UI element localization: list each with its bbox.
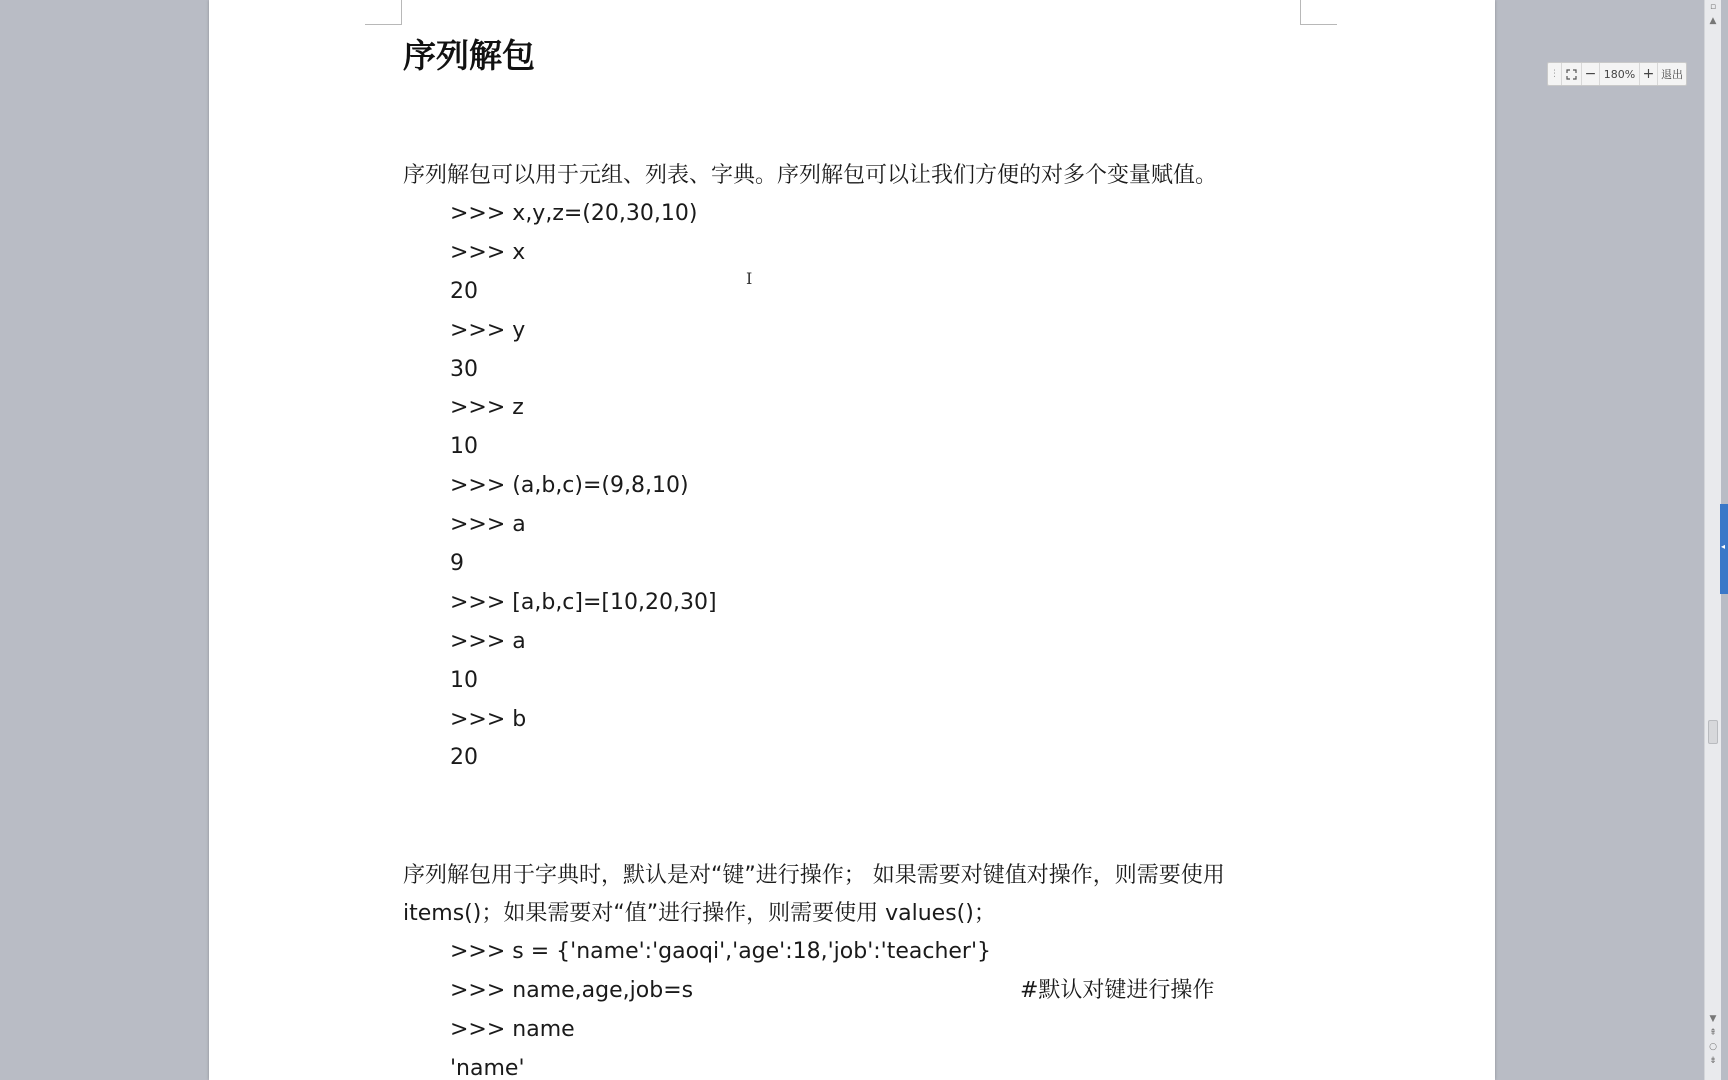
code-line: [450, 933, 991, 972]
code-line: [450, 1050, 991, 1080]
code-line: >>> b: [450, 706, 527, 732]
code-line: 10: [450, 434, 478, 460]
scroll-up-icon[interactable]: ▲: [1709, 16, 1717, 26]
code-example-1: [450, 195, 717, 778]
exit-button[interactable]: 退出: [1661, 68, 1683, 81]
intro-paragraph: 序列解包可以用于元组、列表、字典。序列解包可以让我们方便的对多个变量赋值。: [403, 163, 1218, 188]
code-line: 9: [450, 551, 464, 577]
code-line: >>> (a,b,c)=(9,8,10): [450, 473, 689, 499]
page-corner-mark-top-left: [365, 0, 402, 25]
code-line: >>> a: [450, 628, 526, 654]
code-text: >>> name: [450, 1016, 575, 1042]
code-line: 30: [450, 356, 478, 382]
next-page-icon[interactable]: ⇟: [1709, 1056, 1717, 1066]
code-text: 'name': [450, 1055, 525, 1080]
code-line: >>> y: [450, 317, 526, 343]
code-line: [450, 972, 1215, 1011]
dict-paragraph-line2: items()；如果需要对“值”进行操作，则需要使用 values()；: [403, 901, 996, 926]
code-text: >>> s = {'name':'gaoqi','age':18,'job':'teacher'}: [450, 939, 992, 964]
toolbar-grip-icon[interactable]: ⋮: [1548, 63, 1562, 85]
zoom-level[interactable]: 180%: [1600, 63, 1640, 85]
text-cursor-icon: I: [746, 269, 753, 288]
code-text: >>> name,age,job=s: [450, 977, 694, 1003]
code-line: >>> x: [450, 239, 526, 265]
scrollbar-thumb[interactable]: [1708, 720, 1718, 744]
page-corner-mark-top-right: [1300, 0, 1337, 25]
code-line: >>> [a,b,c]=[10,20,30]: [450, 589, 717, 615]
previous-page-icon[interactable]: ⇞: [1709, 1028, 1717, 1038]
document-heading: 序列解包: [403, 36, 535, 75]
fit-page-icon: [1566, 69, 1577, 80]
window-restore-icon[interactable]: ▫: [1709, 2, 1717, 12]
chevron-left-icon: ◂: [1721, 542, 1726, 551]
code-line: >>> z: [450, 395, 524, 421]
zoom-out-button[interactable]: −: [1582, 63, 1600, 85]
select-browse-object-icon[interactable]: ○: [1709, 1042, 1717, 1052]
code-line: [450, 1011, 991, 1050]
dict-paragraph-line1: 序列解包用于字典时，默认是对“键”进行操作； 如果需要对键值对操作，则需要使用: [403, 863, 1225, 888]
zoom-toolbar: [1547, 62, 1687, 86]
document-page[interactable]: [209, 0, 1495, 1080]
code-comment: #默认对键进行操作: [1020, 977, 1215, 1003]
code-line: >>> a: [450, 512, 526, 538]
fit-page-button[interactable]: [1562, 63, 1582, 85]
vertical-scrollbar[interactable]: [1704, 0, 1721, 1080]
code-example-2: [450, 933, 1215, 1080]
code-line: 20: [450, 278, 478, 304]
zoom-in-button[interactable]: +: [1640, 63, 1658, 85]
code-line: 20: [450, 745, 478, 771]
scroll-down-icon[interactable]: ▼: [1709, 1014, 1717, 1024]
code-line: >>> x,y,z=(20,30,10): [450, 201, 698, 226]
code-line: 10: [450, 667, 478, 693]
